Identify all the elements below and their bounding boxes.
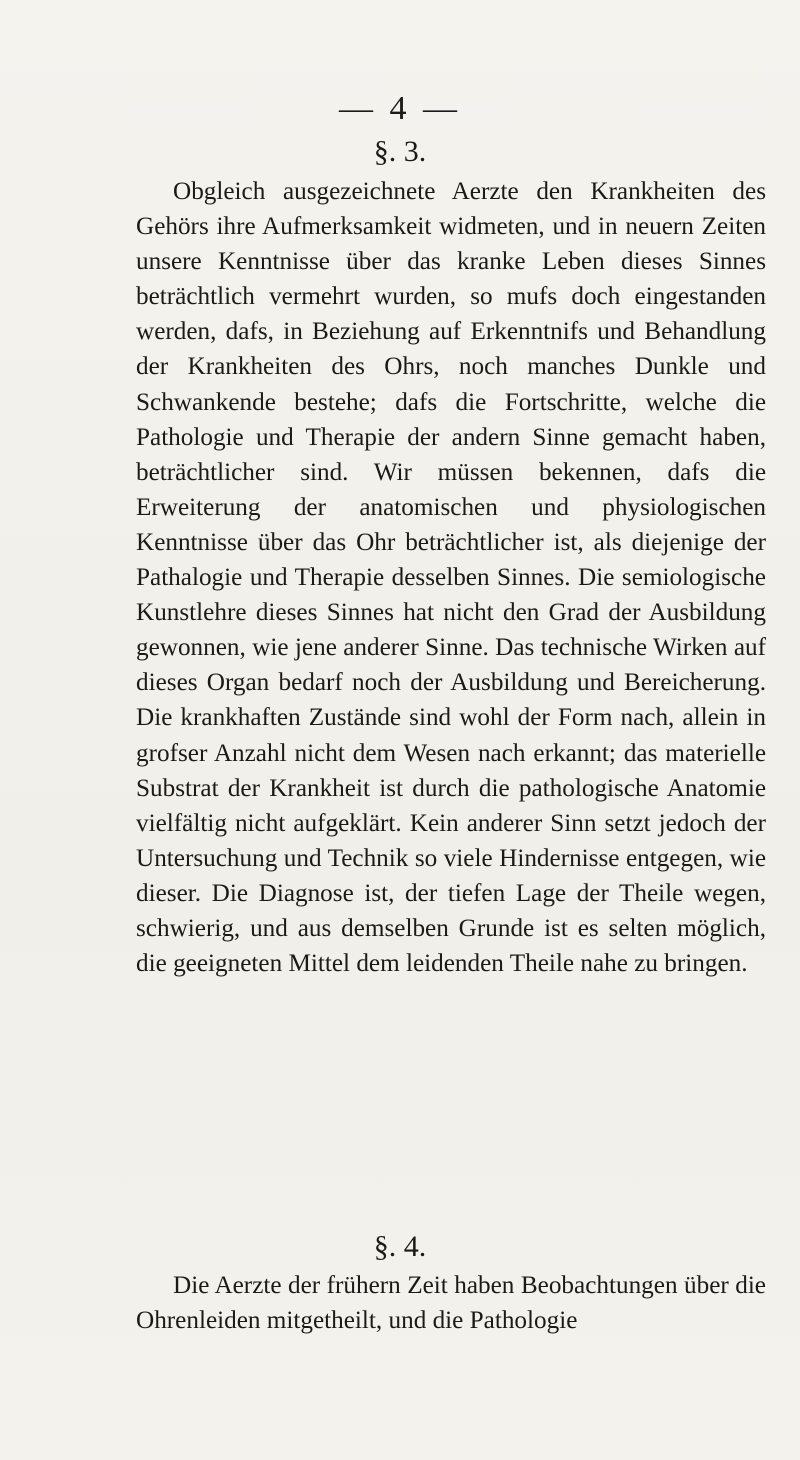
- section-3-paragraph: Obgleich ausgezeichnete Aerzte den Krankheiten des Gehörs ihre Aufmerksamkeit widmeten, und in neuern Zeiten unsere Kenntnisse über das kranke Leben dieses Sinnes beträchtlich vermehrt wurden, so mufs doch eingestanden werden, dafs, in Beziehung auf Erkenntnifs und Behandlung der Krankheiten des Ohrs, noch manches Dunkle und Schwankende bestehe; dafs die Fortschritte, welche die Pathologie und Therapie der andern Sinne gemacht haben, beträchtlicher sind. Wir müssen bekennen, dafs die Erweiterung der anatomischen und physiologischen Kenntnisse über das Ohr beträchtlicher ist, als diejenige der Pathalogie und Therapie desselben Sinnes. Die semiologische Kunstlehre dieses Sinnes hat nicht den Grad der Ausbildung gewonnen, wie jene anderer Sinne. Das technische Wirken auf dieses Organ bedarf noch der Ausbildung und Bereicherung. Die krankhaften Zustände sind wohl der Form nach, allein in grofser Anzahl nicht dem Wesen nach erkannt; das materielle Substrat der Krankheit ist durch die pathologische Anatomie vielfältig nicht aufgeklärt. Kein anderer Sinn setzt jedoch der Untersuchung und Technik so viele Hindernisse entgegen, wie dieser. Die Diagnose ist, der tiefen Lage der Theile wegen, schwierig, und aus demselben Grunde ist es selten möglich, die geeigneten Mittel dem leidenden Theile nahe zu bringen.: [136, 178, 766, 978]
- section-4-paragraph: Die Aerzte der frühern Zeit haben Beobachtungen über die Ohrenleiden mitgetheilt, und die Pathologie: [136, 1272, 766, 1335]
- page-number: — 4 —: [339, 90, 461, 127]
- section-4-heading: §. 4.: [373, 1230, 427, 1263]
- section-3-heading: §. 3.: [373, 135, 427, 168]
